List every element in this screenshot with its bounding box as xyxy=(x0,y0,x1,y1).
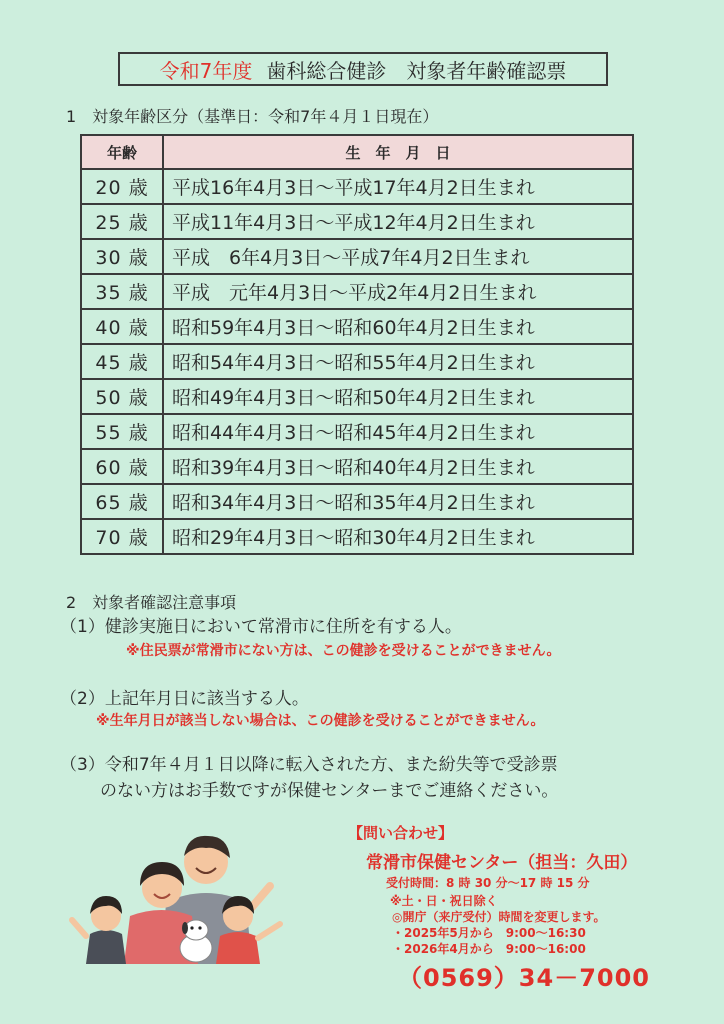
birth-range-cell: 平成16年4月3日～平成17年4月2日生まれ xyxy=(163,169,633,204)
header-age: 年齢 xyxy=(81,135,163,169)
birth-range-cell: 昭和59年4月3日～昭和60年4月2日生まれ xyxy=(163,309,633,344)
birth-range-cell: 昭和44年4月3日～昭和45年4月2日生まれ xyxy=(163,414,633,449)
table-row xyxy=(81,239,633,274)
contact-center-name: 常滑市保健センター（担当：久田） xyxy=(366,853,638,873)
age-cell: 35 歳 xyxy=(81,274,163,309)
birth-range-cell: 昭和54年4月3日～昭和55年4月2日生まれ xyxy=(163,344,633,379)
table-row xyxy=(81,204,633,239)
table-row xyxy=(81,274,633,309)
table-row xyxy=(81,169,633,204)
birth-range-cell: 昭和39年4月3日～昭和40年4月2日生まれ xyxy=(163,449,633,484)
title-main: 歯科総合健診 対象者年齢確認票 xyxy=(266,58,567,83)
age-cell: 65 歳 xyxy=(81,484,163,519)
birth-range-cell: 平成11年4月3日～平成12年4月2日生まれ xyxy=(163,204,633,239)
section1-heading: 1 対象年齢区分（基準日：令和7年４月１日現在） xyxy=(66,107,439,126)
note-item-1-warning: ※住民票が常滑市にない方は、この健診を受けることができません。 xyxy=(126,643,561,659)
age-cell: 30 歳 xyxy=(81,239,163,274)
contact-hours: 受付時間：8 時 30 分～17 時 15 分 xyxy=(386,876,590,890)
age-cell: 25 歳 xyxy=(81,204,163,239)
table-row xyxy=(81,309,633,344)
age-cell: 50 歳 xyxy=(81,379,163,414)
table-row xyxy=(81,379,633,414)
age-cell: 20 歳 xyxy=(81,169,163,204)
birth-range-cell: 平成 6年4月3日～平成7年4月2日生まれ xyxy=(163,239,633,274)
age-cell: 70 歳 xyxy=(81,519,163,554)
contact-change-notice: ◎開庁（来庁受付）時間を変更します。 xyxy=(392,910,606,924)
section2-heading: 2 対象者確認注意事項 xyxy=(66,593,237,612)
table-row xyxy=(81,484,633,519)
age-table xyxy=(80,134,634,555)
note-item-3-line1: （3）令和7年４月１日以降に転入された方、また紛失等で受診票 xyxy=(60,755,558,775)
age-cell: 55 歳 xyxy=(81,414,163,449)
birth-range-cell: 昭和34年4月3日～昭和35年4月2日生まれ xyxy=(163,484,633,519)
document-title xyxy=(118,52,608,86)
birth-range-cell: 昭和29年4月3日～昭和30年4月2日生まれ xyxy=(163,519,633,554)
note-item-1: （1）健診実施日において常滑市に住所を有する人。 xyxy=(60,617,462,637)
contact-change-2025: ・2025年5月から 9:00～16:30 xyxy=(392,926,586,940)
child-left-figure xyxy=(72,896,126,964)
age-cell: 40 歳 xyxy=(81,309,163,344)
note-item-3-line2: のない方はお手数ですが保健センターまでご連絡ください。 xyxy=(100,781,559,801)
contact-change-2026: ・2026年4月から 9:00～16:00 xyxy=(392,942,586,956)
table-row xyxy=(81,414,633,449)
age-table-header xyxy=(81,135,633,169)
note-item-2-warning: ※生年月日が該当しない場合は、この健診を受けることができません。 xyxy=(96,713,545,729)
header-birthdate: 生 年 月 日 xyxy=(163,135,633,169)
contact-heading: 【問い合わせ】 xyxy=(348,824,454,842)
age-cell: 60 歳 xyxy=(81,449,163,484)
dog-figure xyxy=(180,920,212,962)
table-row xyxy=(81,519,633,554)
note-item-2: （2）上記年月日に該当する人。 xyxy=(60,689,309,709)
contact-phone: （0569）34－7000 xyxy=(398,964,650,992)
table-row xyxy=(81,449,633,484)
family-illustration xyxy=(66,824,296,964)
table-row xyxy=(81,344,633,379)
birth-range-cell: 平成 元年4月3日～平成2年4月2日生まれ xyxy=(163,274,633,309)
birth-range-cell: 昭和49年4月3日～昭和50年4月2日生まれ xyxy=(163,379,633,414)
title-fiscal-year: 令和7年度 xyxy=(159,58,253,83)
contact-closed-days: ※土・日・祝日除く xyxy=(390,894,498,908)
age-cell: 45 歳 xyxy=(81,344,163,379)
